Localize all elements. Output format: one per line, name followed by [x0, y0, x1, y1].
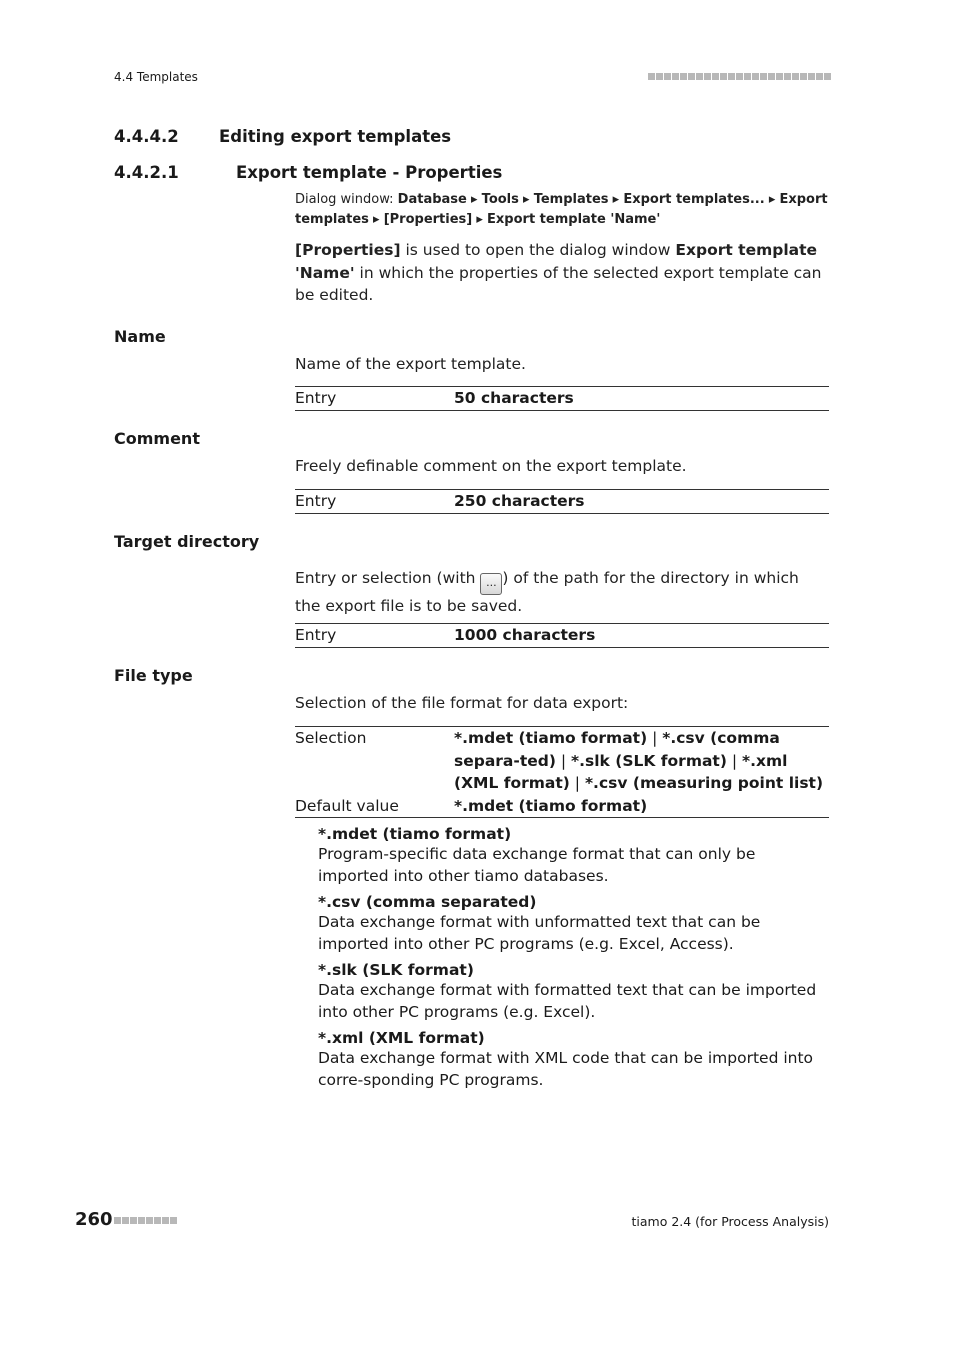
format-title: *.slk (SLK format) [318, 961, 474, 979]
section-heading [114, 127, 451, 146]
format-desc: Program-specific data exchange format that can only be imported into other tiamo databases. [318, 845, 756, 885]
subsection-number: 4.4.2.1 [114, 163, 179, 182]
format-desc: Data exchange format with XML code that can be imported into corre-sponding PC programs. [318, 1049, 814, 1089]
format-title: *.mdet (tiamo format) [318, 825, 512, 843]
header-decoration [648, 73, 831, 80]
intro-text-2: in which the properties of the selected export template can be edited. [295, 263, 822, 304]
param-desc-name: Name of the export template. [295, 355, 526, 373]
arrow-right-icon: ▸ [476, 212, 483, 227]
format-desc: Data exchange format with formatted text that can be imported into other PC programs (e.g. Excel). [318, 981, 817, 1021]
intro-paragraph [295, 239, 829, 307]
path-step: Database [397, 192, 467, 207]
table-key: Entry [295, 389, 337, 407]
option: *.csv (measuring point list) [584, 774, 824, 792]
param-label-name: Name [114, 327, 166, 346]
dialog-path [295, 190, 829, 230]
format-title: *.csv (comma separated) [318, 893, 537, 911]
subsection-heading [114, 163, 502, 182]
table-value: 1000 characters [454, 626, 596, 644]
footer-decoration [114, 1217, 177, 1224]
table-key: Entry [295, 492, 337, 510]
format-desc: Data exchange format with unformatted text that can be imported into other PC programs (e.g. Excel, Access). [318, 913, 761, 953]
running-header: 4.4 Templates [114, 70, 198, 84]
arrow-right-icon: ▸ [768, 192, 776, 207]
intro-bold-2: Export template 'Name' [295, 241, 818, 282]
list-item [318, 1029, 829, 1091]
table-key: Default value [295, 796, 399, 815]
param-desc-comment: Freely definable comment on the export template. [295, 457, 687, 475]
param-label-comment: Comment [114, 429, 200, 448]
table-key: Selection [295, 729, 367, 747]
arrow-right-icon: ▸ [612, 192, 620, 207]
arrow-right-icon: ▸ [471, 192, 478, 207]
path-step: Export templates [295, 192, 828, 227]
format-title: *.xml (XML format) [318, 1029, 485, 1047]
arrow-right-icon: ▸ [373, 212, 380, 227]
option: *.mdet (tiamo format) [454, 729, 648, 747]
list-item [318, 893, 829, 955]
intro-text-1: is used to open the dialog window [400, 241, 676, 259]
param-table-comment [295, 489, 829, 514]
param-label-target-directory: Target directory [114, 532, 260, 551]
param-table-name [295, 386, 829, 411]
section-title: Editing export templates [219, 127, 452, 146]
list-item [318, 825, 829, 887]
path-step: Templates [533, 192, 609, 207]
browse-button-icon: ... [480, 573, 502, 595]
footer-product: tiamo 2.4 (for Process Analysis) [631, 1214, 829, 1229]
param-label-file-type: File type [114, 666, 193, 685]
table-value: 50 characters [454, 389, 574, 407]
section-number: 4.4.4.2 [114, 127, 179, 146]
desc-text: Entry or selection (with [295, 569, 481, 587]
path-step: Export template 'Name' [487, 212, 661, 227]
param-table-target-directory [295, 623, 829, 648]
arrow-right-icon: ▸ [523, 192, 530, 207]
selection-options: *.mdet (tiamo format) | *.csv (comma separa-ted) | *.slk (SLK format) | *.xml (XML format) | *.csv (measuring point list) [454, 729, 824, 792]
table-key: Entry [295, 626, 337, 644]
table-value: 250 characters [454, 492, 585, 510]
page-number: 260 [75, 1209, 113, 1230]
intro-bold-1: [Properties] [295, 241, 401, 259]
option: *.csv (comma separa-ted) [454, 729, 780, 770]
desc-text: ) of the path for the directory in which the export file is to be saved. [295, 569, 799, 615]
param-desc-target-directory [295, 567, 829, 618]
table-value: *.mdet (tiamo format) [454, 796, 648, 815]
option: *.slk (SLK format) [571, 751, 727, 770]
param-table-file-type [295, 726, 829, 818]
subsection-title: Export template - Properties [236, 163, 503, 182]
list-item [318, 961, 829, 1023]
path-step: Export templates... [623, 192, 765, 207]
param-desc-file-type: Selection of the file format for data export: [295, 694, 629, 712]
format-list [318, 825, 829, 1091]
dialog-path-prefix: Dialog window: [295, 192, 394, 207]
path-step: [Properties] [383, 212, 473, 227]
path-step: Tools [481, 192, 519, 207]
option: *.xml (XML format) [454, 751, 788, 792]
